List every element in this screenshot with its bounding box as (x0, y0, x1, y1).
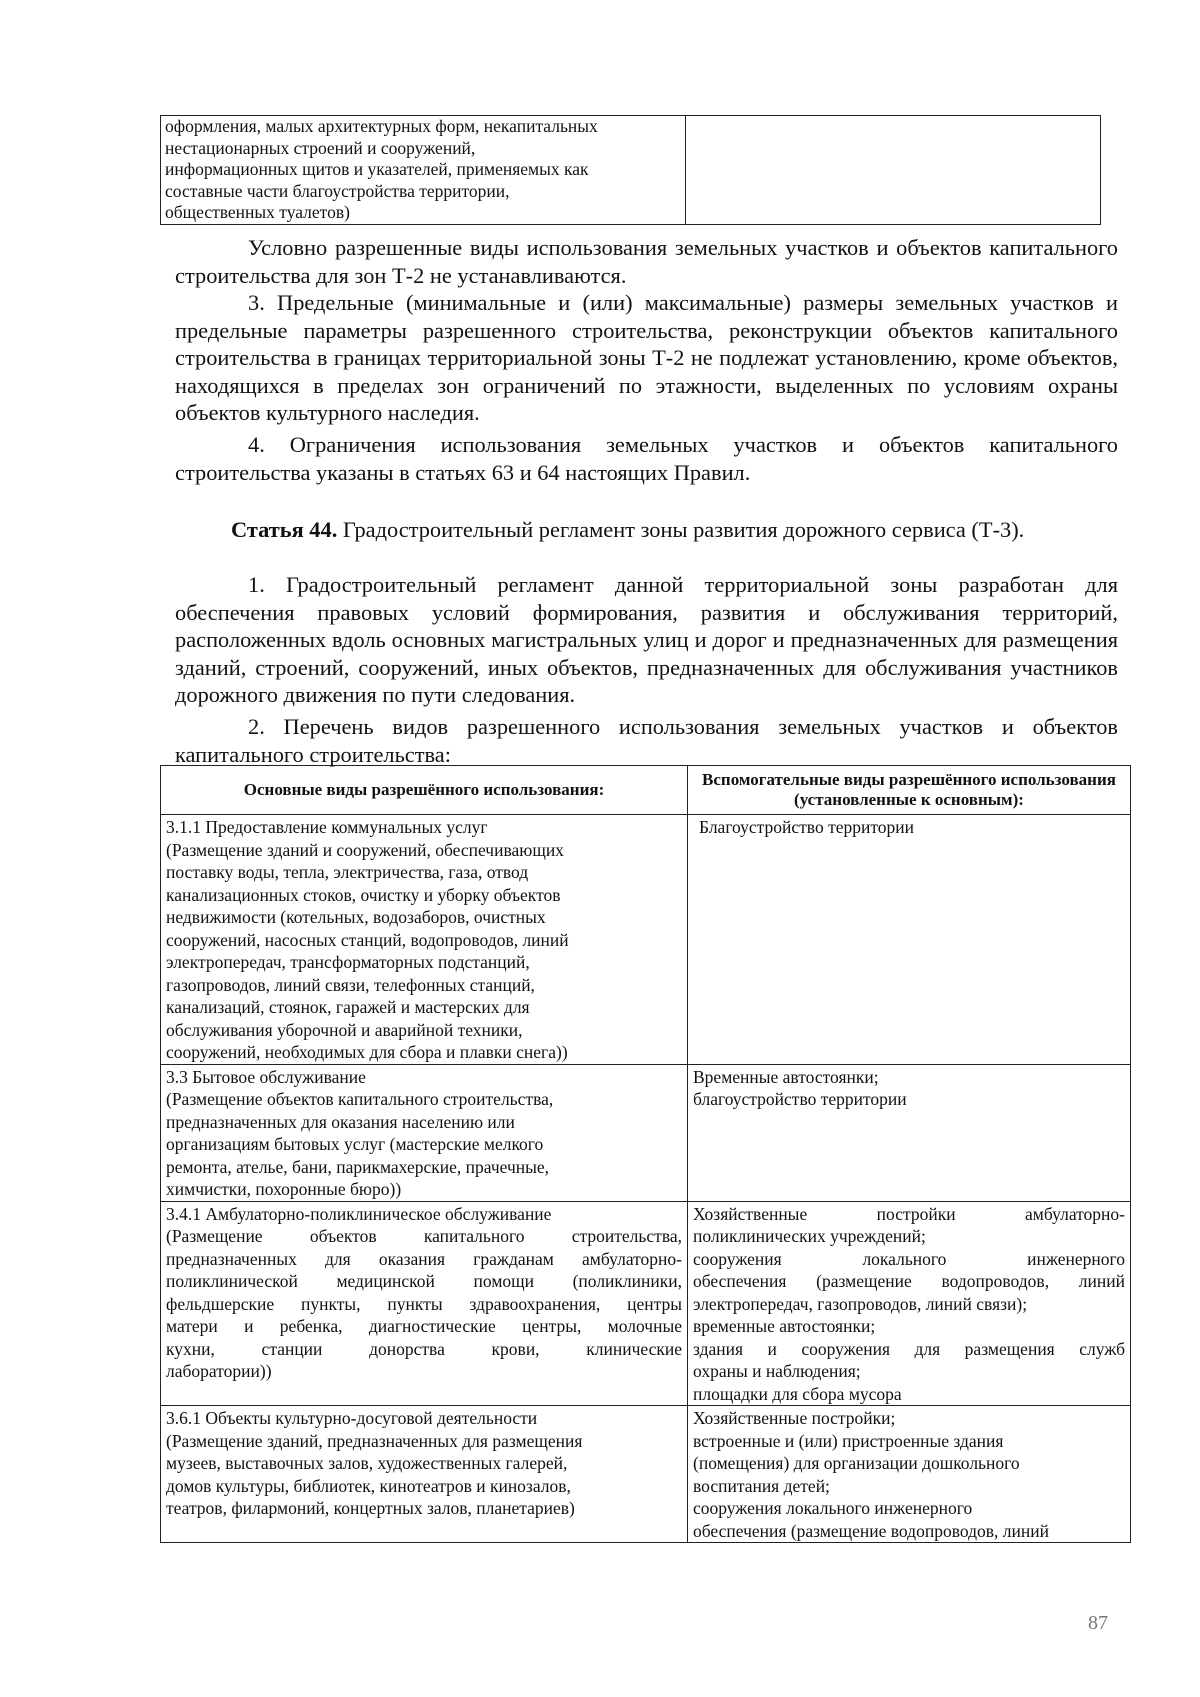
paragraph (175, 289, 1118, 427)
paragraph-text: Условно разрешенные виды использования земельных участков и объектов капитального строительства для зон Т-2 не устанавливаются. (175, 235, 1118, 288)
paragraph-text: 1. Градостроительный регламент данной территориальной зоны разработан для обеспечения правовых условий формирования, развития и обслуживания территорий, расположенных вдоль основных магистральных улиц и дорог и предназначенных для размещения зданий, строений, сооружений, иных объектов, предназначенных для обслуживания участников дорожного движения по пути следования. (175, 572, 1118, 707)
paragraph (175, 431, 1118, 486)
auxiliary-use-cell (688, 1406, 1131, 1543)
cell-line: здания и сооружения для размещения служб (693, 1338, 1125, 1359)
cell-line: информационных щитов и указателей, применяемых как (165, 159, 589, 179)
cell-line: поликлинической медицинской помощи (поликлиники, (166, 1271, 682, 1291)
cell-line: обслуживания уборочной и аварийной техники, (166, 1019, 523, 1040)
cell-line: временные автостоянки; (693, 1316, 876, 1336)
cell-line: ремонта, ателье, бани, парикмахерские, прачечные, (166, 1156, 550, 1177)
paragraph-text: 3. Предельные (минимальные и (или) максимальные) размеры земельных участков и предельные параметры разрешенного строительства, реконструкции объектов капитального строительства в границах территориальной зоны Т-2 не подлежат установлению, кроме объектов, находящихся в пределах зон ограничений по этажности, выделенных по условиям охраны объектов культурного наследия. (175, 290, 1118, 425)
cell-line: 3.3 Бытовое обслуживание (166, 1066, 366, 1087)
paragraph-text: 2. Перечень видов разрешенного использования земельных участков и объектов капитального строительства: (175, 714, 1118, 767)
cell-line: составные части благоустройства территории, (165, 180, 510, 201)
cell-line: электропередач, трансформаторных подстанций, (166, 952, 530, 972)
cell-line: встроенные и (или) пристроенные здания (693, 1430, 1004, 1451)
cell-line: канализационных стоков, очистку и уборку объектов (166, 884, 561, 905)
cell-line: 3.1.1 Предоставление коммунальных услуг (166, 817, 488, 837)
cell-line: домов культуры, библиотек, кинотеатров и кинозалов, (166, 1475, 571, 1496)
article-heading (175, 516, 1118, 544)
auxiliary-use-cell (688, 815, 1131, 1065)
permitted-uses-table (160, 765, 1131, 1543)
cell-line: поставку воды, тепла, электричества, газа, отвод (166, 862, 529, 882)
table-row (161, 815, 1131, 1065)
paragraph (175, 234, 1118, 289)
paragraph (175, 571, 1118, 709)
header-auxiliary-uses: Вспомогательные виды разрешённого использования (установленные к основным): (688, 766, 1131, 815)
cell-line: 3.6.1 Объекты культурно-досуговой деятельности (166, 1408, 538, 1428)
table-row (161, 1406, 1131, 1543)
cell-line: охраны и наблюдения; (693, 1361, 861, 1381)
table-row (161, 1064, 1131, 1201)
cell-line: Временные автостоянки; (693, 1066, 879, 1087)
main-use-cell (161, 1406, 688, 1543)
cell-line: организациям бытовых услуг (мастерские мелкого (166, 1134, 544, 1154)
cell-line: благоустройство территории (693, 1089, 907, 1109)
article-title: Градостроительный регламент зоны развития дорожного сервиса (Т-3). (337, 517, 1025, 542)
cell-line: газопроводов, линий связи, телефонных станций, (166, 974, 535, 995)
main-use-cell (161, 1201, 688, 1406)
continuation-table (160, 115, 1101, 225)
paragraph (175, 713, 1118, 768)
table-cell-right (685, 116, 1100, 225)
cell-line: сооружения локального инженерного (693, 1248, 1125, 1269)
cell-line: (Размещение зданий, предназначенных для размещения (166, 1430, 583, 1451)
cell-line: Благоустройство территории (699, 817, 914, 837)
auxiliary-use-cell (688, 1201, 1131, 1406)
cell-line: обеспечения (размещение водопроводов, линий (693, 1520, 1049, 1541)
cell-line: лаборатории)) (166, 1361, 272, 1381)
cell-line: театров, филармоний, концертных залов, планетариев) (166, 1498, 575, 1518)
cell-line: оформления, малых архитектурных форм, некапитальных (165, 116, 598, 136)
cell-line: сооружения локального инженерного (693, 1498, 973, 1518)
cell-line: общественных туалетов) (165, 202, 350, 222)
cell-line: матери и ребенка, диагностические центры, молочные (166, 1316, 682, 1336)
cell-line: поликлинических учреждений; (693, 1226, 926, 1246)
cell-line: обеспечения (размещение водопроводов, линий (693, 1271, 1125, 1291)
cell-line: воспитания детей; (693, 1475, 830, 1496)
header-main-uses: Основные виды разрешённого использования: (161, 766, 688, 815)
cell-line: Хозяйственные постройки; (693, 1408, 896, 1428)
cell-line: (помещения) для организации дошкольного (693, 1453, 1020, 1473)
table-row (161, 1201, 1131, 1406)
cell-line: Хозяйственные постройки амбулаторно- (693, 1203, 1125, 1224)
cell-line: химчистки, похоронные бюро)) (166, 1179, 402, 1199)
cell-line: 3.4.1 Амбулаторно-поликлиническое обслуживание (166, 1203, 552, 1224)
cell-line: музеев, выставочных залов, художественных галерей, (166, 1453, 568, 1473)
table-header-row (161, 766, 1131, 815)
cell-line: сооружений, насосных станций, водопроводов, линий (166, 929, 569, 950)
main-use-cell (161, 815, 688, 1065)
paragraph-text: 4. Ограничения использования земельных участков и объектов капитального строительства указаны в статьях 63 и 64 настоящих Правил. (175, 432, 1118, 485)
cell-line: (Размещение объектов капитального строительства, (166, 1089, 554, 1109)
cell-line: фельдшерские пункты, пункты здравоохранения, центры (166, 1293, 682, 1314)
cell-line: сооружений, необходимых для сбора и плавки снега)) (166, 1042, 568, 1062)
cell-line: кухни, станции донорства крови, клинические (166, 1338, 682, 1359)
page-number: 87 (1088, 1612, 1108, 1634)
cell-line: канализаций, стоянок, гаражей и мастерских для (166, 997, 530, 1017)
cell-line: (Размещение зданий и сооружений, обеспечивающих (166, 839, 564, 860)
main-use-cell (161, 1064, 688, 1201)
cell-line: электропередач, газопроводов, линий связи); (693, 1293, 1028, 1314)
cell-line: предназначенных для оказания гражданам амбулаторно- (166, 1248, 682, 1269)
article-number: Статья 44. (231, 517, 338, 542)
cell-line: площадки для сбора мусора (693, 1383, 902, 1404)
cell-line: (Размещение объектов капитального строительства, (166, 1226, 682, 1246)
cell-line: недвижимости (котельных, водозаборов, очистных (166, 907, 546, 927)
auxiliary-use-cell (688, 1064, 1131, 1201)
table-row (161, 116, 1101, 225)
cell-line: нестационарных строений и сооружений, (165, 137, 476, 158)
cell-line: предназначенных для оказания населению или (166, 1111, 515, 1132)
table-cell-left (161, 116, 686, 225)
